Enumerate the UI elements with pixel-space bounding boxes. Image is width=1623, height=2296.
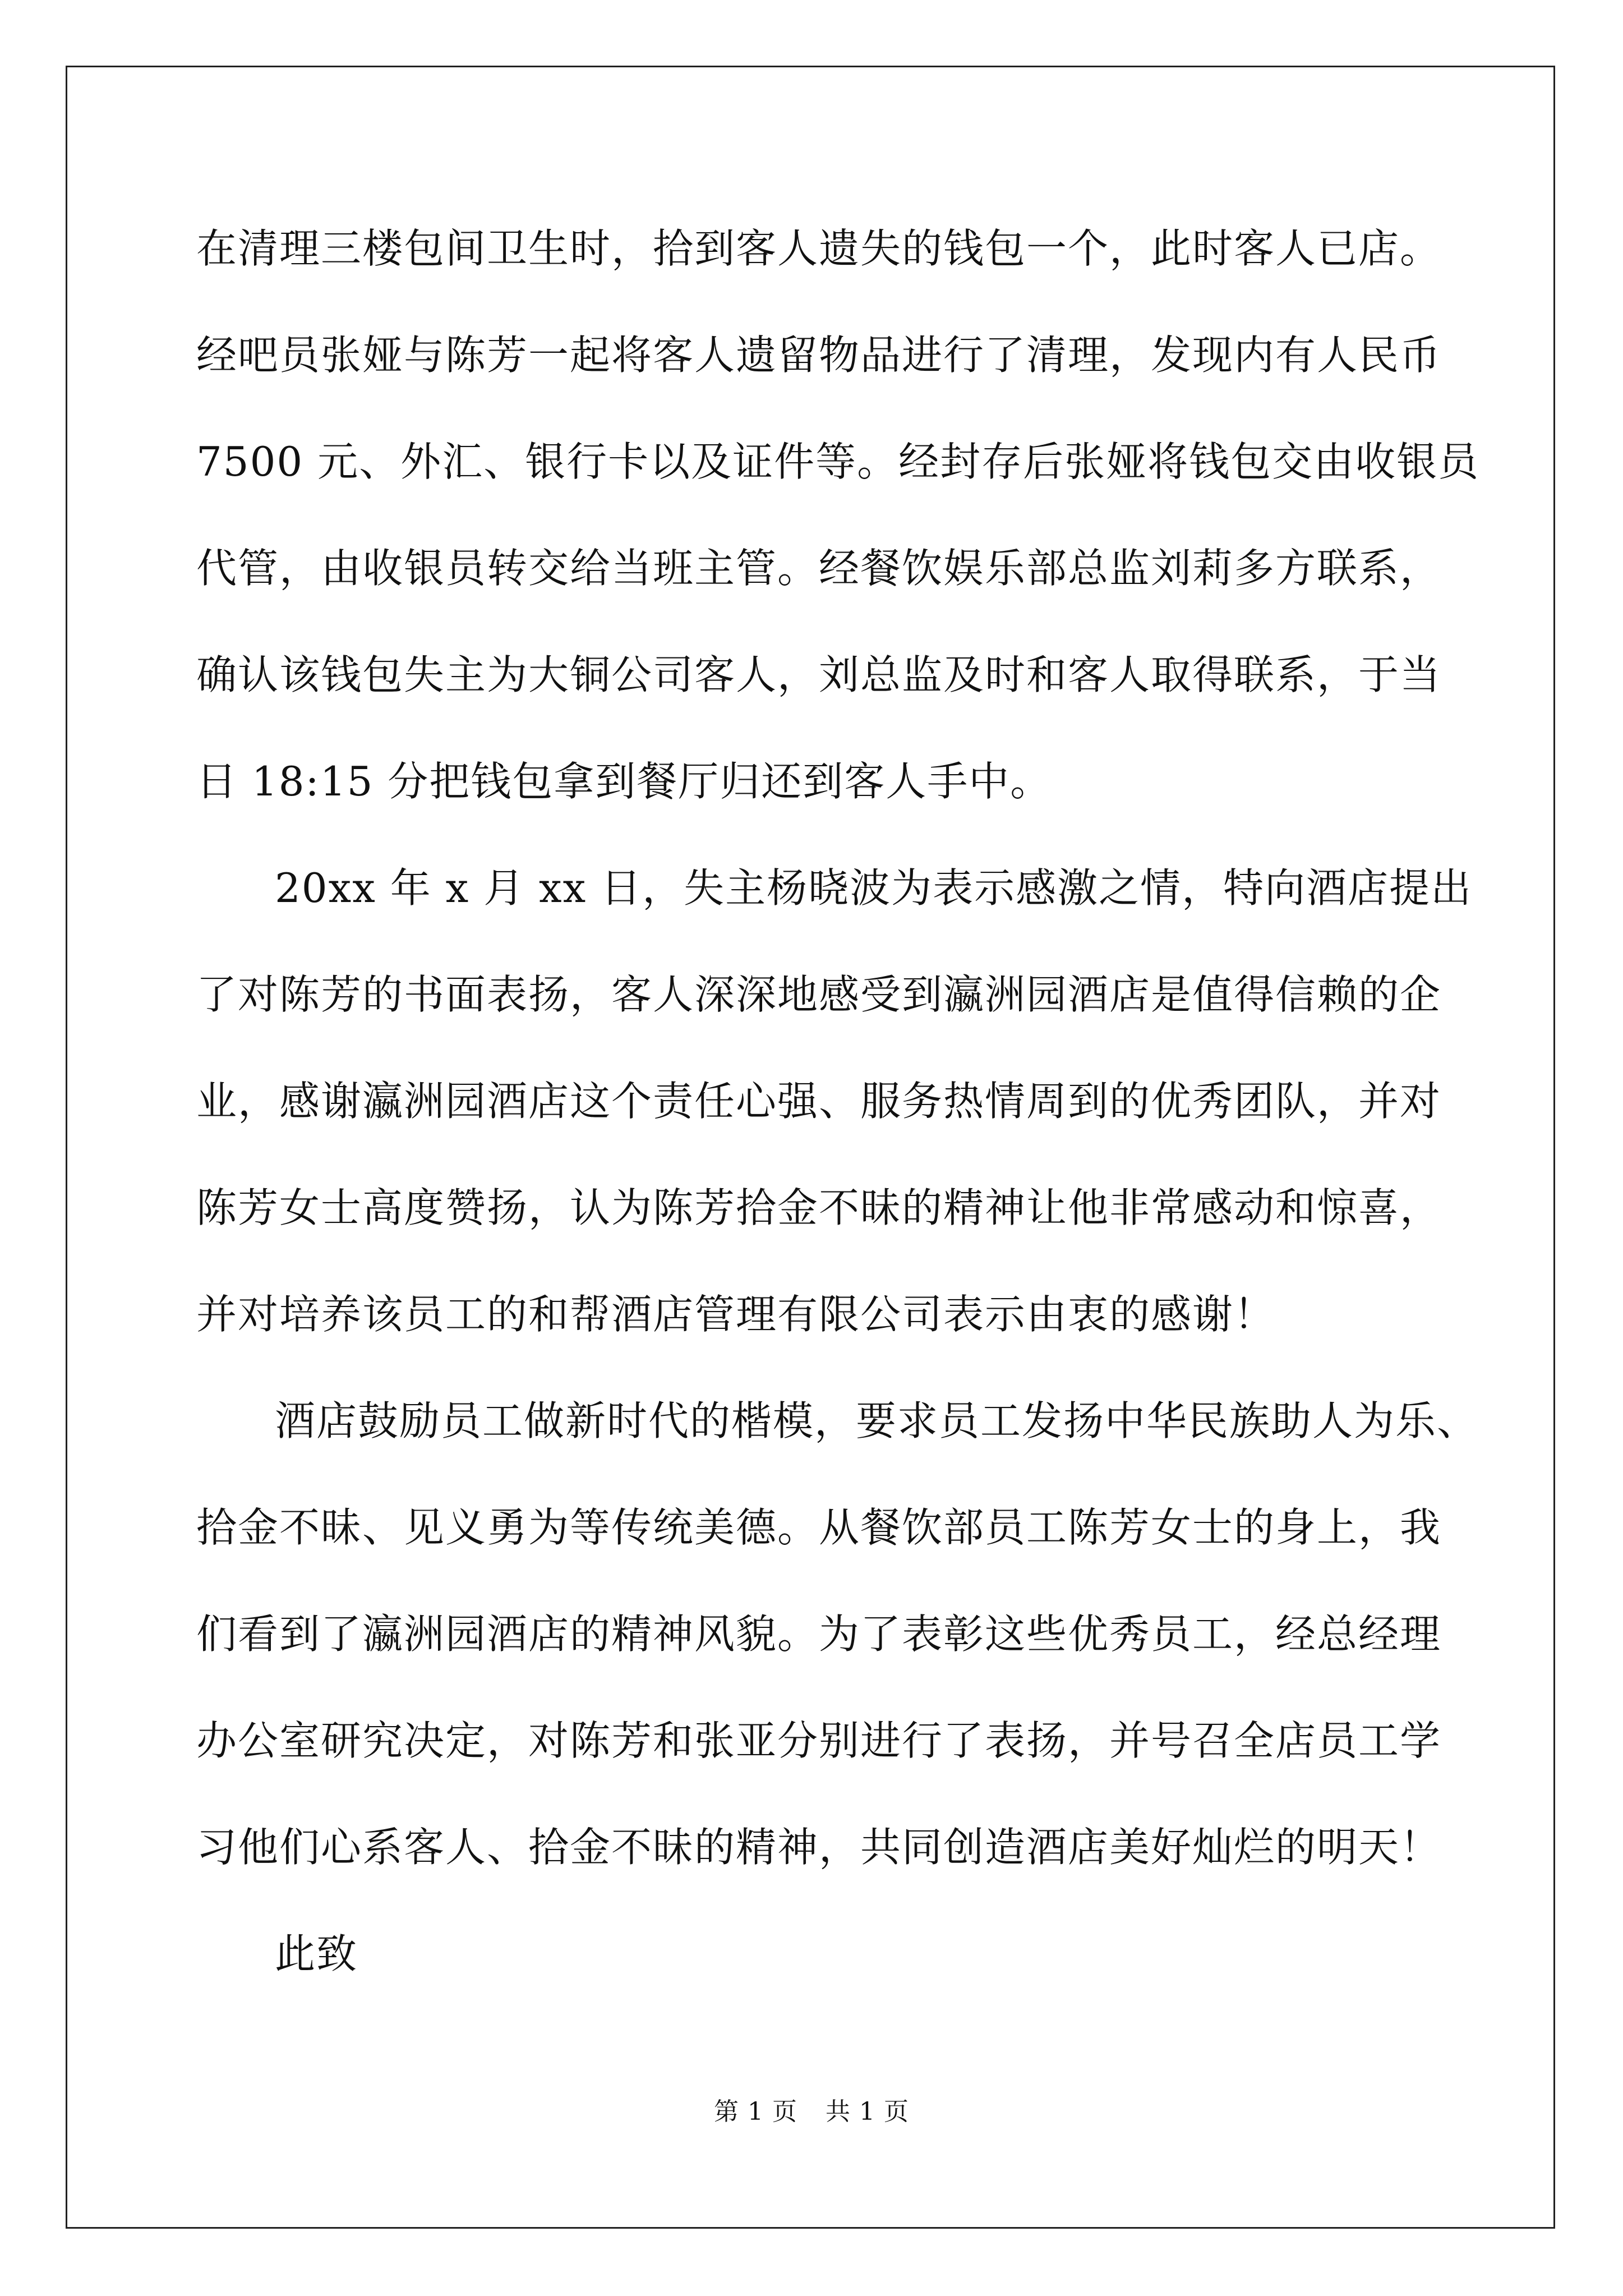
text-line: 酒店鼓励员工做新时代的楷模，要求员工发扬中华民族助人为乐、 <box>275 1397 1479 1444</box>
text-line: 并对培养该员工的和帮酒店管理有限公司表示由衷的感谢！ <box>196 1291 1276 1338</box>
text-line: 办公室研究决定，对陈芳和张亚分别进行了表扬，并号召全店员工学 <box>196 1717 1442 1764</box>
text-line: 了对陈芳的书面表扬，客人深深地感受到瀛洲园酒店是值得信赖的企 <box>196 971 1442 1018</box>
text-line: 业，感谢瀛洲园酒店这个责任心强、服务热情周到的优秀团队，并对 <box>196 1078 1442 1125</box>
text-line: 陈芳女士高度赞扬，认为陈芳拾金不昧的精神让他非常感动和惊喜， <box>196 1184 1442 1231</box>
text-line: 日 18:15 分把钱包拿到餐厅归还到客人手中。 <box>196 758 1052 805</box>
page-total: 共 1 页 <box>826 2097 909 2126</box>
page-border <box>66 66 1555 2229</box>
text-line: 20xx 年 x 月 xx 日，失主杨晓波为表示感激之情，特向酒店提出 <box>275 864 1473 912</box>
closing-salutation: 此致 <box>275 1930 358 1977</box>
page-footer <box>0 2095 1623 2129</box>
text-line: 习他们心系客人、拾金不昧的精神，共同创造酒店美好灿烂的明天！ <box>196 1824 1442 1871</box>
page-number: 第 1 页 <box>714 2097 797 2126</box>
text-line: 代管，由收银员转交给当班主管。经餐饮娱乐部总监刘莉多方联系， <box>196 545 1442 592</box>
text-line: 们看到了瀛洲园酒店的精神风貌。为了表彰这些优秀员工，经总经理 <box>196 1611 1442 1658</box>
text-line: 拾金不昧、见义勇为等传统美德。从餐饮部员工陈芳女士的身上，我 <box>196 1504 1442 1551</box>
text-line: 在清理三楼包间卫生时，拾到客人遗失的钱包一个，此时客人已店。 <box>196 225 1442 272</box>
text-line: 确认该钱包失主为大铜公司客人，刘总监及时和客人取得联系，于当 <box>196 651 1442 698</box>
text-line: 7500 元、外汇、银行卡以及证件等。经封存后张娅将钱包交由收银员 <box>196 438 1480 485</box>
text-line: 经吧员张娅与陈芳一起将客人遗留物品进行了清理，发现内有人民币 <box>196 332 1442 379</box>
